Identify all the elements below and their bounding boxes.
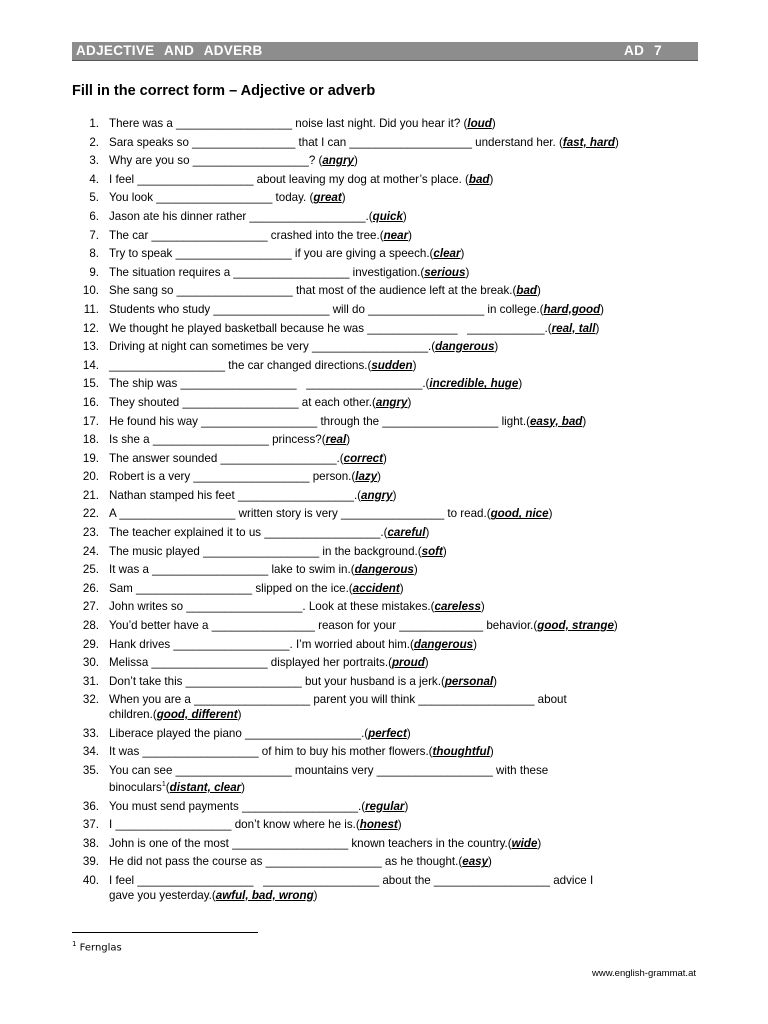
exercise-item: [0, 173, 768, 192]
item-hint: incredible, huge: [429, 377, 519, 391]
item-sentence: The ship was __________________ __________________.(: [109, 377, 430, 391]
item-number: 6.: [89, 209, 99, 223]
item-number: 14.: [82, 358, 99, 372]
item-sentence: The teacher explained it to us __________________.(: [109, 526, 388, 540]
exercise-item: [0, 855, 768, 874]
item-text: [109, 396, 699, 411]
item-close: ): [488, 855, 492, 869]
item-text: [109, 210, 699, 225]
exercise-item: [0, 675, 768, 694]
exercise-item: [0, 600, 768, 619]
item-sentence: I feel __________________ about leaving my dog at mother’s place. (: [109, 172, 469, 186]
item-close: ): [237, 707, 242, 721]
item-number: 20.: [82, 470, 99, 484]
item-hint: thoughtful: [432, 745, 490, 759]
footnote-divider: [72, 932, 258, 933]
item-close: ): [480, 600, 485, 614]
item-text: [109, 800, 699, 815]
item-sentence: John is one of the most __________________ known teachers in the country.(: [109, 836, 512, 850]
item-hint: easy: [462, 855, 489, 869]
item-close: ): [582, 414, 587, 428]
item-text: [109, 764, 699, 796]
item-hint: honest: [359, 818, 398, 832]
item-text: [109, 136, 699, 151]
exercise-item: [0, 247, 768, 266]
exercise-item: [0, 693, 768, 726]
item-sentence: Sara speaks so ________________ that I can ___________________ understand her. (: [109, 135, 563, 149]
item-sentence: I __________________ don’t know where he is.(: [109, 818, 360, 832]
item-hint: good, different: [156, 707, 238, 721]
footnote-ref: 1: [161, 781, 166, 789]
item-sentence: Nathan stamped his feet __________________.(: [109, 488, 362, 502]
item-text: [109, 507, 699, 522]
item-sentence: Hank drives __________________. I’m worried about him.(: [109, 637, 414, 651]
item-number: 25.: [82, 563, 99, 577]
item-hint: good, nice: [490, 507, 549, 521]
item-number: 35.: [82, 763, 99, 777]
item-close: ): [413, 563, 418, 577]
item-number: 31.: [82, 674, 99, 688]
item-hint: correct: [343, 451, 383, 465]
item-sentence: The situation requires a __________________ investigation.(: [109, 265, 425, 279]
item-text: [109, 656, 699, 671]
item-sentence: You must send payments __________________.(: [109, 799, 366, 813]
item-sentence: He found his way __________________ through the __________________ light.(: [109, 414, 530, 428]
item-hint: wide: [511, 836, 538, 850]
item-number: 3.: [89, 154, 99, 168]
exercise-item: [0, 818, 768, 837]
item-close: ): [465, 265, 470, 279]
item-sentence: Try to speak __________________ if you are giving a speech.(: [109, 247, 434, 261]
item-hint: careless: [434, 600, 481, 614]
item-sentence-cont: (: [165, 781, 170, 795]
item-sentence: The music played __________________ in the background.(: [109, 544, 422, 558]
item-text: [109, 340, 699, 355]
item-text: [109, 452, 699, 467]
exercise-item: [0, 582, 768, 601]
exercise-item: [0, 229, 768, 248]
item-hint: proud: [391, 656, 425, 670]
item-sentence: They shouted __________________ at each other.(: [109, 395, 376, 409]
item-hint: clear: [433, 247, 461, 261]
item-close: ): [313, 888, 318, 902]
item-number: 27.: [82, 600, 99, 614]
item-hint: real, tall: [551, 321, 596, 335]
item-text: [109, 191, 699, 206]
item-number: 24.: [82, 544, 99, 558]
item-close: ): [424, 656, 429, 670]
item-hint: good, strange: [537, 619, 614, 633]
item-sentence: She sang so __________________ that most of the audience left at the break.(: [109, 284, 517, 298]
item-text: [109, 526, 699, 541]
item-text: [109, 284, 699, 299]
item-close: ): [346, 433, 351, 447]
item-hint: dangerous: [435, 340, 495, 354]
item-sentence: I feel __________________ __________________ about the __________________ advice I gave you yesterday.(: [109, 874, 594, 902]
item-sentence: Students who study __________________ will do __________________ in college.(: [109, 302, 544, 316]
exercise-item: [0, 284, 768, 303]
item-sentence: Melissa __________________ displayed her portraits.(: [109, 656, 392, 670]
item-sentence: Robert is a very __________________ person.(: [109, 470, 356, 484]
header-bar: [72, 42, 698, 61]
exercise-item: [0, 563, 768, 582]
item-text: [109, 675, 699, 690]
exercise-item: [0, 359, 768, 378]
exercise-item: [0, 545, 768, 564]
item-sentence: __________________ the car changed directions.(: [109, 358, 372, 372]
item-sentence: You look __________________ today. (: [109, 191, 314, 205]
item-number: 19.: [82, 451, 99, 465]
item-sentence: A __________________ written story is very ________________ to read.(: [109, 507, 491, 521]
item-hint: dangerous: [354, 563, 414, 577]
item-text: [109, 693, 699, 722]
exercise-list: [0, 117, 768, 907]
item-sentence: Driving at night can sometimes be very __________________.(: [109, 340, 436, 354]
item-close: ): [595, 321, 600, 335]
item-number: 33.: [82, 726, 99, 740]
item-sentence: It was a __________________ lake to swim in.(: [109, 563, 355, 577]
item-hint: soft: [421, 544, 443, 558]
item-text: [109, 470, 699, 485]
item-hint: bad: [468, 172, 490, 186]
item-number: 29.: [82, 637, 99, 651]
item-close: ): [341, 191, 346, 205]
item-text: [109, 582, 699, 597]
item-sentence: Is she a __________________ princess?(: [109, 433, 326, 447]
exercise-item: [0, 396, 768, 415]
exercise-item: [0, 489, 768, 508]
item-close: ): [404, 799, 409, 813]
exercise-item: [0, 764, 768, 800]
item-sentence: We thought he played basketball because he was ______________ ____________.(: [109, 321, 552, 335]
item-close: ): [489, 745, 494, 759]
item-close: ): [600, 302, 605, 316]
exercise-item: [0, 210, 768, 229]
item-close: ): [377, 470, 382, 484]
exercise-item: [0, 433, 768, 452]
item-close: ): [494, 340, 499, 354]
item-text: [109, 818, 699, 833]
item-sentence: Why are you so __________________? (: [109, 154, 323, 168]
exercise-item: [0, 303, 768, 322]
item-text: [109, 619, 699, 634]
item-hint: regular: [365, 799, 405, 813]
item-hint: quick: [372, 209, 403, 223]
item-close: ): [353, 154, 358, 168]
exercise-item: [0, 415, 768, 434]
exercise-item: [0, 745, 768, 764]
item-number: 23.: [82, 526, 99, 540]
footnote-text: Fernglas: [76, 942, 122, 954]
exercise-item: [0, 117, 768, 136]
item-close: ): [425, 526, 430, 540]
item-hint: great: [313, 191, 342, 205]
item-close: ): [493, 674, 498, 688]
item-number: 1.: [89, 117, 99, 130]
item-number: 18.: [82, 433, 99, 447]
item-text: [109, 266, 699, 281]
exercise-item: [0, 470, 768, 489]
exercise-item: [0, 727, 768, 746]
item-close: ): [382, 451, 387, 465]
item-text: [109, 837, 699, 852]
item-number: 16.: [82, 395, 99, 409]
item-number: 21.: [82, 488, 99, 502]
item-text: [109, 359, 699, 374]
exercise-item: [0, 452, 768, 471]
item-hint: hard,good: [543, 302, 601, 316]
item-number: 11.: [83, 302, 99, 316]
item-hint: angry: [361, 488, 393, 502]
exercise-item: [0, 322, 768, 341]
item-number: 10.: [82, 284, 99, 298]
item-hint: perfect: [368, 726, 407, 740]
item-hint: real: [325, 433, 347, 447]
item-text: [109, 600, 699, 615]
item-sentence: When you are a __________________ parent you will think __________________ about children.(: [109, 693, 567, 721]
item-hint: easy, bad: [529, 414, 583, 428]
exercise-item: [0, 800, 768, 819]
item-sentence: The car __________________ crashed into the tree.(: [109, 228, 384, 242]
item-close: ): [397, 818, 402, 832]
item-number: 28.: [82, 619, 99, 633]
item-close: ): [399, 581, 404, 595]
item-number: 34.: [82, 745, 99, 759]
item-number: 7.: [89, 228, 99, 242]
item-sentence: Don’t take this __________________ but your husband is a jerk.(: [109, 674, 445, 688]
footnote-number: 1: [72, 940, 77, 948]
item-close: ): [407, 395, 412, 409]
item-text: [109, 433, 699, 448]
item-text: [109, 855, 699, 870]
item-text: [109, 322, 699, 337]
footer-url: www.english-grammat.at: [591, 968, 696, 979]
item-hint: near: [383, 228, 409, 242]
exercise-item: [0, 136, 768, 155]
item-number: 17.: [82, 414, 99, 428]
item-text: [109, 303, 699, 318]
item-close: ): [460, 247, 465, 261]
item-text: [109, 229, 699, 244]
item-number: 12.: [82, 321, 99, 335]
item-close: ): [537, 836, 542, 850]
item-close: ): [392, 488, 397, 502]
item-hint: dangerous: [413, 637, 474, 651]
item-hint: lazy: [355, 470, 378, 484]
item-hint: awful, bad, wrong: [215, 888, 314, 902]
item-number: 36.: [82, 799, 99, 813]
item-close: ): [408, 228, 412, 242]
exercise-item: [0, 266, 768, 285]
item-text: [109, 727, 699, 742]
item-text: [109, 173, 699, 188]
item-number: 5.: [89, 191, 99, 205]
exercise-item: [0, 619, 768, 638]
item-text: [109, 545, 699, 560]
item-close: ): [442, 544, 447, 558]
item-text: [109, 745, 699, 760]
item-text: [109, 117, 699, 132]
item-close: ): [241, 781, 246, 795]
item-hint: angry: [375, 395, 408, 409]
exercise-item: [0, 874, 768, 907]
item-hint: fast, hard: [562, 135, 616, 149]
exercise-item: [0, 507, 768, 526]
item-number: 8.: [89, 247, 99, 261]
item-number: 40.: [82, 874, 99, 888]
exercise-item: [0, 191, 768, 210]
item-number: 37.: [82, 818, 99, 832]
item-close: ): [537, 284, 541, 298]
item-hint: careful: [387, 526, 426, 540]
header-title: ADJECTIVE AND ADVERB: [76, 43, 263, 58]
item-hint: angry: [322, 154, 354, 168]
item-number: 39.: [82, 855, 99, 869]
item-text: [109, 377, 699, 392]
item-close: ): [406, 726, 411, 740]
item-sentence: He did not pass the course as __________________ as he thought.(: [109, 855, 463, 869]
item-text: [109, 489, 699, 504]
item-hint: sudden: [371, 358, 413, 372]
item-sentence: Jason ate his dinner rather __________________.(: [109, 209, 373, 223]
item-text: [109, 415, 699, 430]
item-number: 2.: [89, 135, 99, 149]
header-code: AD 7: [624, 43, 662, 58]
item-close: ): [491, 117, 496, 130]
item-number: 26.: [82, 581, 99, 595]
item-close: ): [615, 135, 619, 149]
item-close: ): [548, 507, 553, 521]
item-sentence: John writes so __________________. Look at these mistakes.(: [109, 600, 435, 614]
item-text: [109, 563, 699, 578]
item-number: 30.: [82, 656, 99, 670]
item-text: [109, 154, 699, 169]
exercise-item: [0, 377, 768, 396]
item-hint: serious: [424, 265, 466, 279]
page-title: Fill in the correct form – Adjective or adverb: [72, 83, 376, 99]
item-sentence: Sam __________________ slipped on the ice.(: [109, 581, 353, 595]
item-hint: loud: [467, 117, 492, 130]
item-close: ): [412, 358, 417, 372]
item-number: 38.: [82, 836, 99, 850]
item-sentence: There was a __________________ noise last night. Did you hear it? (: [109, 117, 468, 130]
exercise-item: [0, 837, 768, 856]
item-number: 13.: [82, 340, 99, 354]
item-number: 22.: [82, 507, 99, 521]
exercise-item: [0, 340, 768, 359]
item-hint: distant, clear: [169, 781, 242, 795]
item-sentence: It was __________________ of him to buy his mother flowers.(: [109, 745, 433, 759]
item-text: [109, 638, 699, 653]
item-hint: bad: [516, 284, 537, 298]
exercise-item: [0, 526, 768, 545]
item-close: ): [402, 209, 407, 223]
item-close: ): [489, 172, 494, 186]
item-close: ): [473, 637, 477, 651]
item-number: 32.: [82, 693, 99, 707]
item-sentence: The answer sounded __________________.(: [109, 451, 344, 465]
item-hint: accident: [352, 581, 400, 595]
item-number: 9.: [89, 265, 99, 279]
item-text: [109, 247, 699, 262]
exercise-item: [0, 656, 768, 675]
item-close: ): [518, 377, 523, 391]
item-number: 15.: [82, 377, 99, 391]
exercise-item: [0, 154, 768, 173]
item-hint: personal: [444, 674, 494, 688]
item-text: [109, 874, 699, 903]
exercise-item: [0, 638, 768, 657]
footnote: [72, 940, 122, 953]
item-number: 4.: [89, 172, 99, 186]
item-sentence: You’d better have a ________________ reason for your _____________ behavior.(: [109, 619, 538, 633]
item-close: ): [613, 619, 618, 633]
item-sentence: Liberace played the piano __________________.(: [109, 726, 369, 740]
item-sentence: You can see __________________ mountains very __________________ with these binoculars: [109, 763, 549, 795]
